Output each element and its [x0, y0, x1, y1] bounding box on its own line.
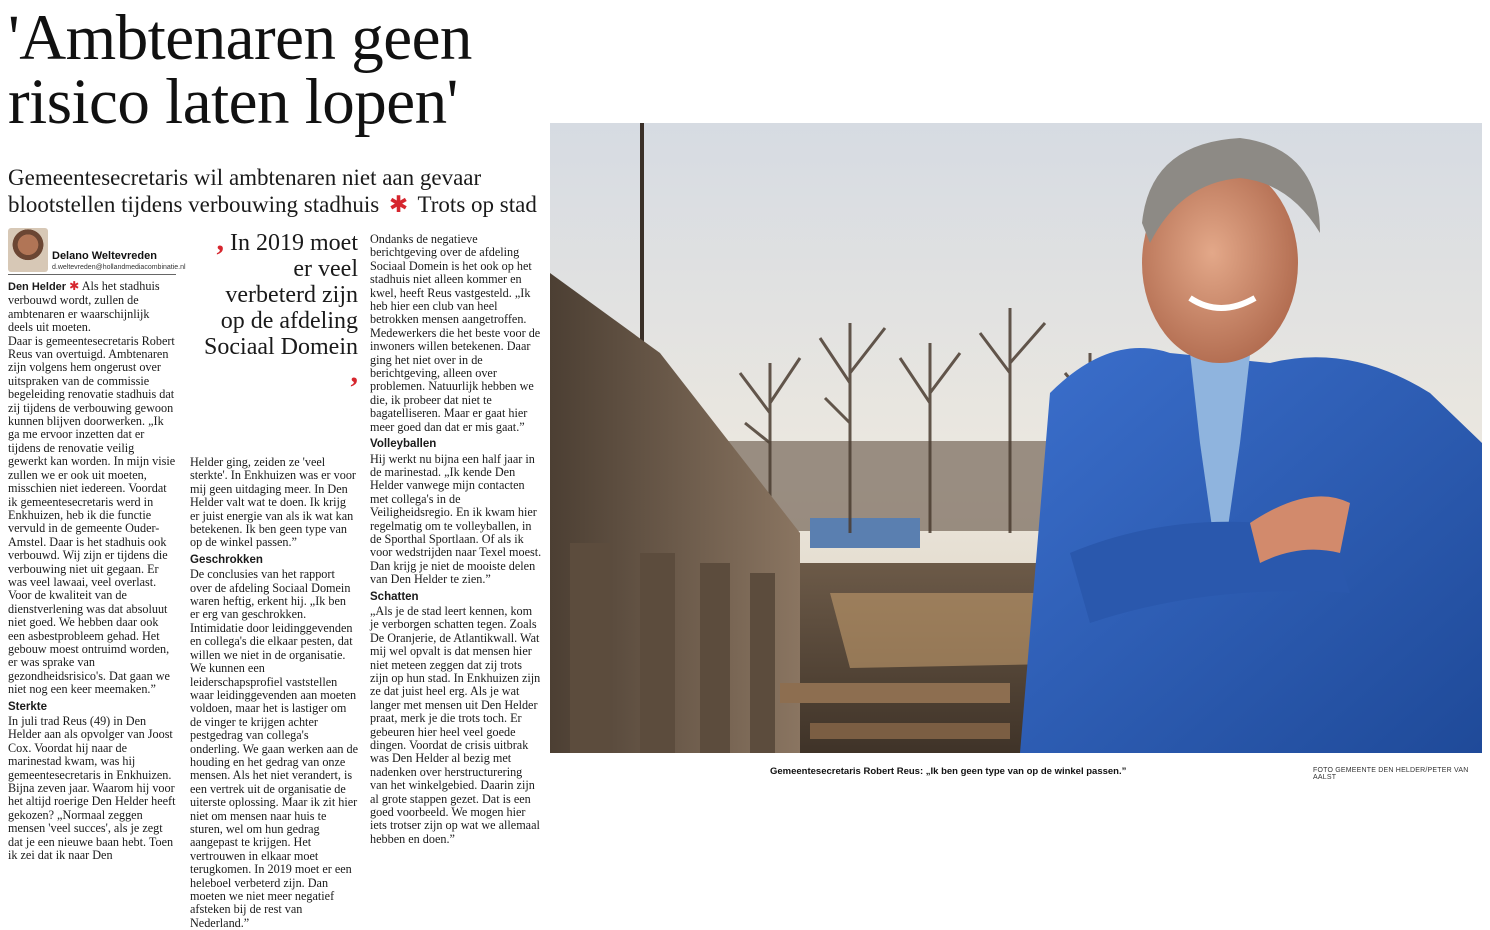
author-email[interactable]: d.weltevreden@hollandmediacombinatie.nl [52, 264, 186, 271]
subheading-sterkte: Sterkte [8, 700, 47, 713]
paragraph: In juli trad Reus (49) in Den Helder aan als opvolger van Joost Cox. Voordat hij naar de marinestad kwam, was hij gemeentesecretaris in Enkhuizen. Bijna zeven jaar. Waarom hij voor het altijd roerige Den Helder heeft gekozen? „Normaal zeggen mensen 'veel succes', als je zegt dat je een nieuwe baan hebt. Toen ik zei dat ik naar Den [8, 714, 176, 863]
photo-credit: FOTO GEMEENTE DEN HELDER/PETER VAN AALST [1313, 767, 1469, 781]
pull-quote-text: In 2019 moet er veel verbeterd zijn op de afdeling Sociaal Domein [204, 230, 358, 360]
subheading-geschrokken: Geschrokken [190, 553, 263, 566]
quote-open-mark: , [216, 224, 225, 257]
headline: 'Ambtenaren geen risico laten lopen' [8, 2, 472, 138]
star-icon: ✱ [69, 279, 80, 293]
photo-illustration [550, 123, 1482, 753]
paragraph: Daar is gemeentesecretaris Robert Reus van overtuigd. Ambtenaren zijn volgens hem ongerust over uitspraken van de commissie begeleiding renovatie stadhuis dat zij tijdens de verbouwing gewoon kunnen blijven doorwerken. „Ik ga me ervoor inzetten dat er tijdens de renovatie veilig gewerkt kan worden. In mijn visie zullen we er ook uit moeten, misschien niet iedereen. Voordat ik gemeentesecretaris werd in Enkhuizen, heb ik die functie vervuld in de gemeente Ouder-Amstel. Daar is het stadhuis ook verbouwd. Wij zijn er tijdens die verbouwing niet uit gegaan. Er was veel lawaai, veel overlast. Voor de kwaliteit van de dienstverlening was dat absoluut niet goed. We hebben daar ook een asbestprobleem gehad. Het gebouw moest ontruimd worden, er was sprake van gezondheidsrisico's. Dat gaan we niet nog een keer meemaken.” [8, 333, 176, 697]
article-column-1 [8, 280, 176, 862]
photo-caption: Gemeentesecretaris Robert Reus: „Ik ben geen type van op de winkel passen.” [770, 766, 1127, 777]
paragraph: Helder ging, zeiden ze 'veel sterkte'. In Enkhuizen was er voor mij geen uitdaging meer. In Den Helder valt wat te doen. Ik krijg er juist energie van als ik wat kan betekenen. Ik ben geen type van op de winkel passen.” [190, 455, 356, 550]
paragraph: De conclusies van het rapport over de afdeling Sociaal Domein waren heftig, erkent hij. „Ik ben er erg van geschrokken. Intimidatie door leidinggevenden en collega's die elkaar pesten, dat willen we niet in de organisatie. We kunnen een leiderschapsprofiel vaststellen waar leidinggevenden aan moeten voldoen, maar het is lastiger om de vinger te krijgen achter pestgedrag van collega's onderling. We gaan werken aan de houding en het gedrag van onze mensen. Als het niet verandert, is een vertrek uit de organisatie de uiterste oplossing. Maar ik zit hier niet om mensen naar huis te sturen, wel om hun gedrag aangepast te krijgen. Het vertrouwen in elkaar moet terugkomen. In 2019 moet er een heleboel verbeterd zijn. Dan moeten we niet meer negatief afsteken bij de rest van Nederland.” [190, 567, 358, 930]
subhead-text: Gemeentesecretaris wil ambtenaren niet aan gevaar blootstellen tijdens verbouwing stadhuis [8, 165, 482, 217]
lead-paragraph [8, 280, 176, 335]
author-name: Delano Weltevreden [52, 250, 157, 262]
subhead-tag: Trots op stad [417, 192, 537, 217]
subheading-schatten: Schatten [370, 590, 419, 603]
subhead [8, 164, 553, 219]
byline [8, 228, 186, 275]
pull-quote [198, 224, 358, 389]
author-avatar [8, 228, 48, 272]
paragraph: Hij werkt nu bijna een half jaar in de marinestad. „Ik kende Den Helder vanwege mijn contacten met collega's in de Veiligheidsregio. En ik kwam hier regelmatig om te volleyballen, in de Sporthal Sportlaan. Of als ik voor wedstrijden naar Texel moest. Dan krijg je niet de mooiste delen van Den Helder te zien.” [370, 451, 542, 587]
dateline: Den Helder [8, 281, 67, 293]
star-icon: ✱ [388, 192, 409, 218]
article-column-3 [370, 233, 542, 846]
paragraph: „Als je de stad leert kennen, kom je verborgen schatten tegen. Zoals De Oranjerie, de Atlantikwall. Wat mij wel opvalt is dat mensen hier niet meteen zeggen dat zij trots zijn op hun stad. In Enkhuizen zijn ze dat juist heel erg. Als je wat langer met mensen uit Den Helder praat, merk je die trots toch. Er gebeuren hier heel veel goede dingen. Voordat de crisis uitbrak was Den Helder al bezig met nadenken over herstructurering van het winkelgebied. Daarin zijn al grote stappen gezet. Dat is een goed voorbeeld. We mogen hier iets trotser zijn op wat we allemaal hebben en doen.” [370, 603, 541, 846]
paragraph: Ondanks de negatieve berichtgeving over de afdeling Sociaal Domein is het ook op het stadhuis niet alleen kommer en kwel, heeft Reus vastgesteld. „Ik heb hier een club van heel betrokken mensen aangetroffen. Medewerkers die het beste voor de inwoners willen betekenen. Daar ging het niet over in de berichtgeving, alleen over problemen. Natuurlijk hebben we die, ik probeer dat niet te bagatelliseren. Maar er gaat hier meer goed dan dat er mis gaat.” [370, 232, 541, 434]
article-photo [550, 123, 1482, 753]
quote-close-mark: , [350, 356, 358, 389]
paragraph: Als het stadhuis verbouwd wordt, zullen de ambtenaren er waarschijnlijk deels uit moeten. [8, 279, 160, 335]
subheading-volleyballen: Volleyballen [370, 438, 437, 451]
article-column-2 [190, 456, 358, 930]
